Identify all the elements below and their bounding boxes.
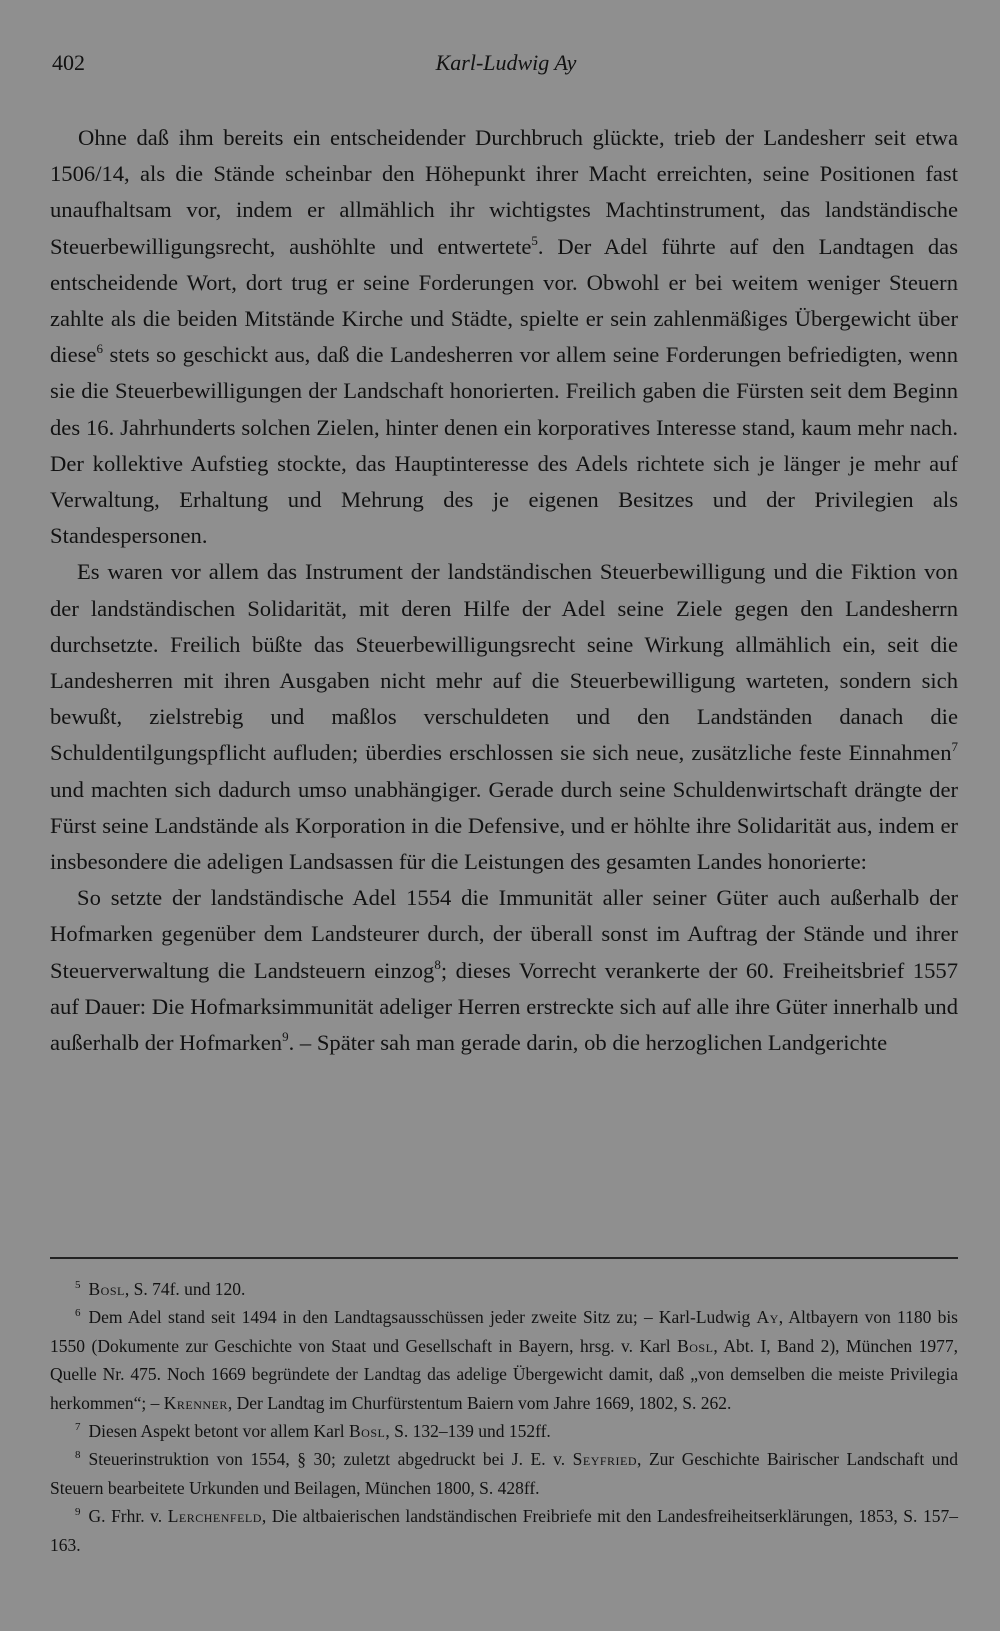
paragraph-text: . – Später sah man gerade darin, ob die herzoglichen Landgerichte	[288, 1030, 888, 1056]
footnote-7	[50, 1417, 958, 1445]
footnote-number: 9	[75, 1506, 81, 1519]
footnote-ref-6[interactable]: 6	[96, 341, 103, 357]
footnote-text: Steuerinstruktion von 1554, § 30; zuletzt abgedruckt bei J. E. v.	[88, 1449, 573, 1470]
footnote-text: , Abt. I, Band 2), München 1977, Quelle Nr. 475. Noch 1669 begründete der Landtag das adelige Übergewicht damit, daß „von demselben die meiste Privilegia herkommen“; –	[50, 1335, 958, 1413]
footnote-text: Diesen Aspekt betont vor allem Karl	[88, 1421, 349, 1442]
footnote-text: , Zur Geschichte Bairischer Landschaft und Steuern bearbeitete Urkunden und Beilagen, München 1800, S. 428ff.	[50, 1449, 958, 1498]
footnotes	[50, 1275, 958, 1559]
footnote-text: , Die altbaierischen landständischen Freibriefe mit den Landesfreiheitserklärungen, 1853, S. 157–163.	[50, 1506, 958, 1555]
footnote-text: , Der Landtag im Churfürstentum Baiern vom Jahre 1669, 1802, S. 262.	[227, 1392, 732, 1413]
author-name: Ay	[756, 1307, 779, 1328]
author-name: Bosl	[677, 1335, 714, 1356]
footnote-8	[50, 1445, 958, 1502]
paragraph-text: stets so geschickt aus, daß die Landesherren vor allem seine Forderungen befriedigten, wenn sie die Steuerbewilligungen der Landschaft honorierten. Freilich gaben die Fürsten seit dem Beginn des 16. Jahrhunderts solchen Zielen, hinter denen ein korporatives Interesse stand, kaum mehr nach. Der kollektive Aufstieg stockte, das Hauptinteresse des Adels richtete sich je länger je mehr auf Verwaltung, Erhaltung und Mehrung des je eigenen Besitzes und der Privilegien als Standespersonen.	[50, 342, 958, 549]
footnote-ref-5[interactable]: 5	[531, 232, 538, 248]
footnote-separator	[50, 1257, 958, 1259]
paragraph-text: und machten sich dadurch umso unabhängiger. Gerade durch seine Schuldenwirtschaft drängte der Fürst seine Landstände als Korporation in die Defensive, und er höhlte ihre Solidarität aus, indem er insbesondere die adeligen Landsassen für die Leistungen des gesamten Landes honorierte:	[50, 776, 958, 875]
running-title: Karl-Ludwig Ay	[435, 50, 577, 75]
footnote-6	[50, 1303, 958, 1417]
author-name: Lerchenfeld	[167, 1506, 262, 1527]
footnote-9	[50, 1502, 958, 1559]
paragraph-text: So setzte der landständische Adel 1554 die Immunität aller seiner Güter auch außerhalb der Hofmarken gegenüber dem Landsteurer durch, der überall sonst im Auftrag der Stände und ihrer Steuerverwaltung die Landsteuern einzog	[50, 885, 958, 983]
footnote-text: , S. 132–139 und 152ff.	[385, 1421, 551, 1442]
body-text	[50, 120, 958, 1061]
paragraph-text: Es waren vor allem das Instrument der landständischen Steuerbewilligung und die Fiktion von der landständischen Solidarität, mit deren Hilfe der Adel seine Ziele gegen den Landesherrn durchsetzte. Freilich büßte das Steuerbewilligungsrecht seine Wirkung allmählich ein, seit die Landesherren mit ihren Ausgaben nicht mehr auf die Steuerbewilligung warteten, sondern sich bewußt, zielstrebig und maßlos verschuldeten und den Landständen danach die Schuldentilgungspflicht aufluden; überdies erschlossen sie sich neue, zusätzliche feste Einnahmen	[50, 559, 958, 766]
running-head	[52, 50, 960, 80]
author-name: Seyfried	[572, 1449, 638, 1470]
footnote-text: G. Frhr. v.	[88, 1506, 168, 1527]
author-name: Bosl	[349, 1421, 386, 1442]
paragraph-text: . Der Adel führte auf den Landtagen das entscheidende Wort, dort trug er seine Forderungen vor. Obwohl er bei weitem weniger Steuern zahlte als die beiden Mitstände Kirche und Städte, spielte er sein zahlenmäßiges Übergewicht über diese	[50, 233, 958, 368]
footnote-number: 6	[75, 1307, 81, 1320]
paragraph-text: ; dieses Vorrecht verankerte der 60. Freiheitsbrief 1557 auf Dauer: Die Hofmarksimmunität adeliger Herren erstreckte sich auf alle ihre Güter innerhalb und außerhalb der Hofmarken	[50, 957, 958, 1056]
author-name: Bosl	[88, 1279, 125, 1299]
footnote-5	[50, 1275, 958, 1303]
footnote-text: , Altbayern von 1180 bis 1550 (Dokumente zur Geschichte von Staat und Gesellschaft in Bayern, hrsg. v. Karl	[50, 1307, 958, 1356]
footnote-text: Dem Adel stand seit 1494 in den Landtagsausschüssen jeder zweite Sitz zu; – Karl-Ludwig	[88, 1307, 757, 1328]
footnote-number: 5	[75, 1279, 81, 1291]
paragraph-3	[50, 880, 958, 1061]
footnote-number: 8	[75, 1449, 81, 1462]
footnote-ref-9[interactable]: 9	[282, 1029, 289, 1045]
paragraph-text: Ohne daß ihm bereits ein entscheidender Durchbruch glückte, trieb der Landesherr seit etwa 1506/14, als die Stände scheinbar den Höhepunkt ihrer Macht erreichten, seine Positionen fast unaufhaltsam vor, indem er allmählich ihr wichtigstes Machtinstrument, das landständische Steuerbewilligungsrecht, aushöhlte und entwertete	[50, 125, 958, 259]
paragraph-2	[50, 554, 958, 880]
footnote-ref-8[interactable]: 8	[434, 956, 441, 972]
footnote-ref-7[interactable]: 7	[951, 739, 958, 755]
footnote-number: 7	[75, 1421, 81, 1434]
footnote-text: , S. 74f. und 120.	[124, 1279, 246, 1299]
paragraph-1	[50, 120, 958, 554]
author-name: Krenner	[163, 1392, 228, 1413]
page-number: 402	[52, 50, 85, 75]
